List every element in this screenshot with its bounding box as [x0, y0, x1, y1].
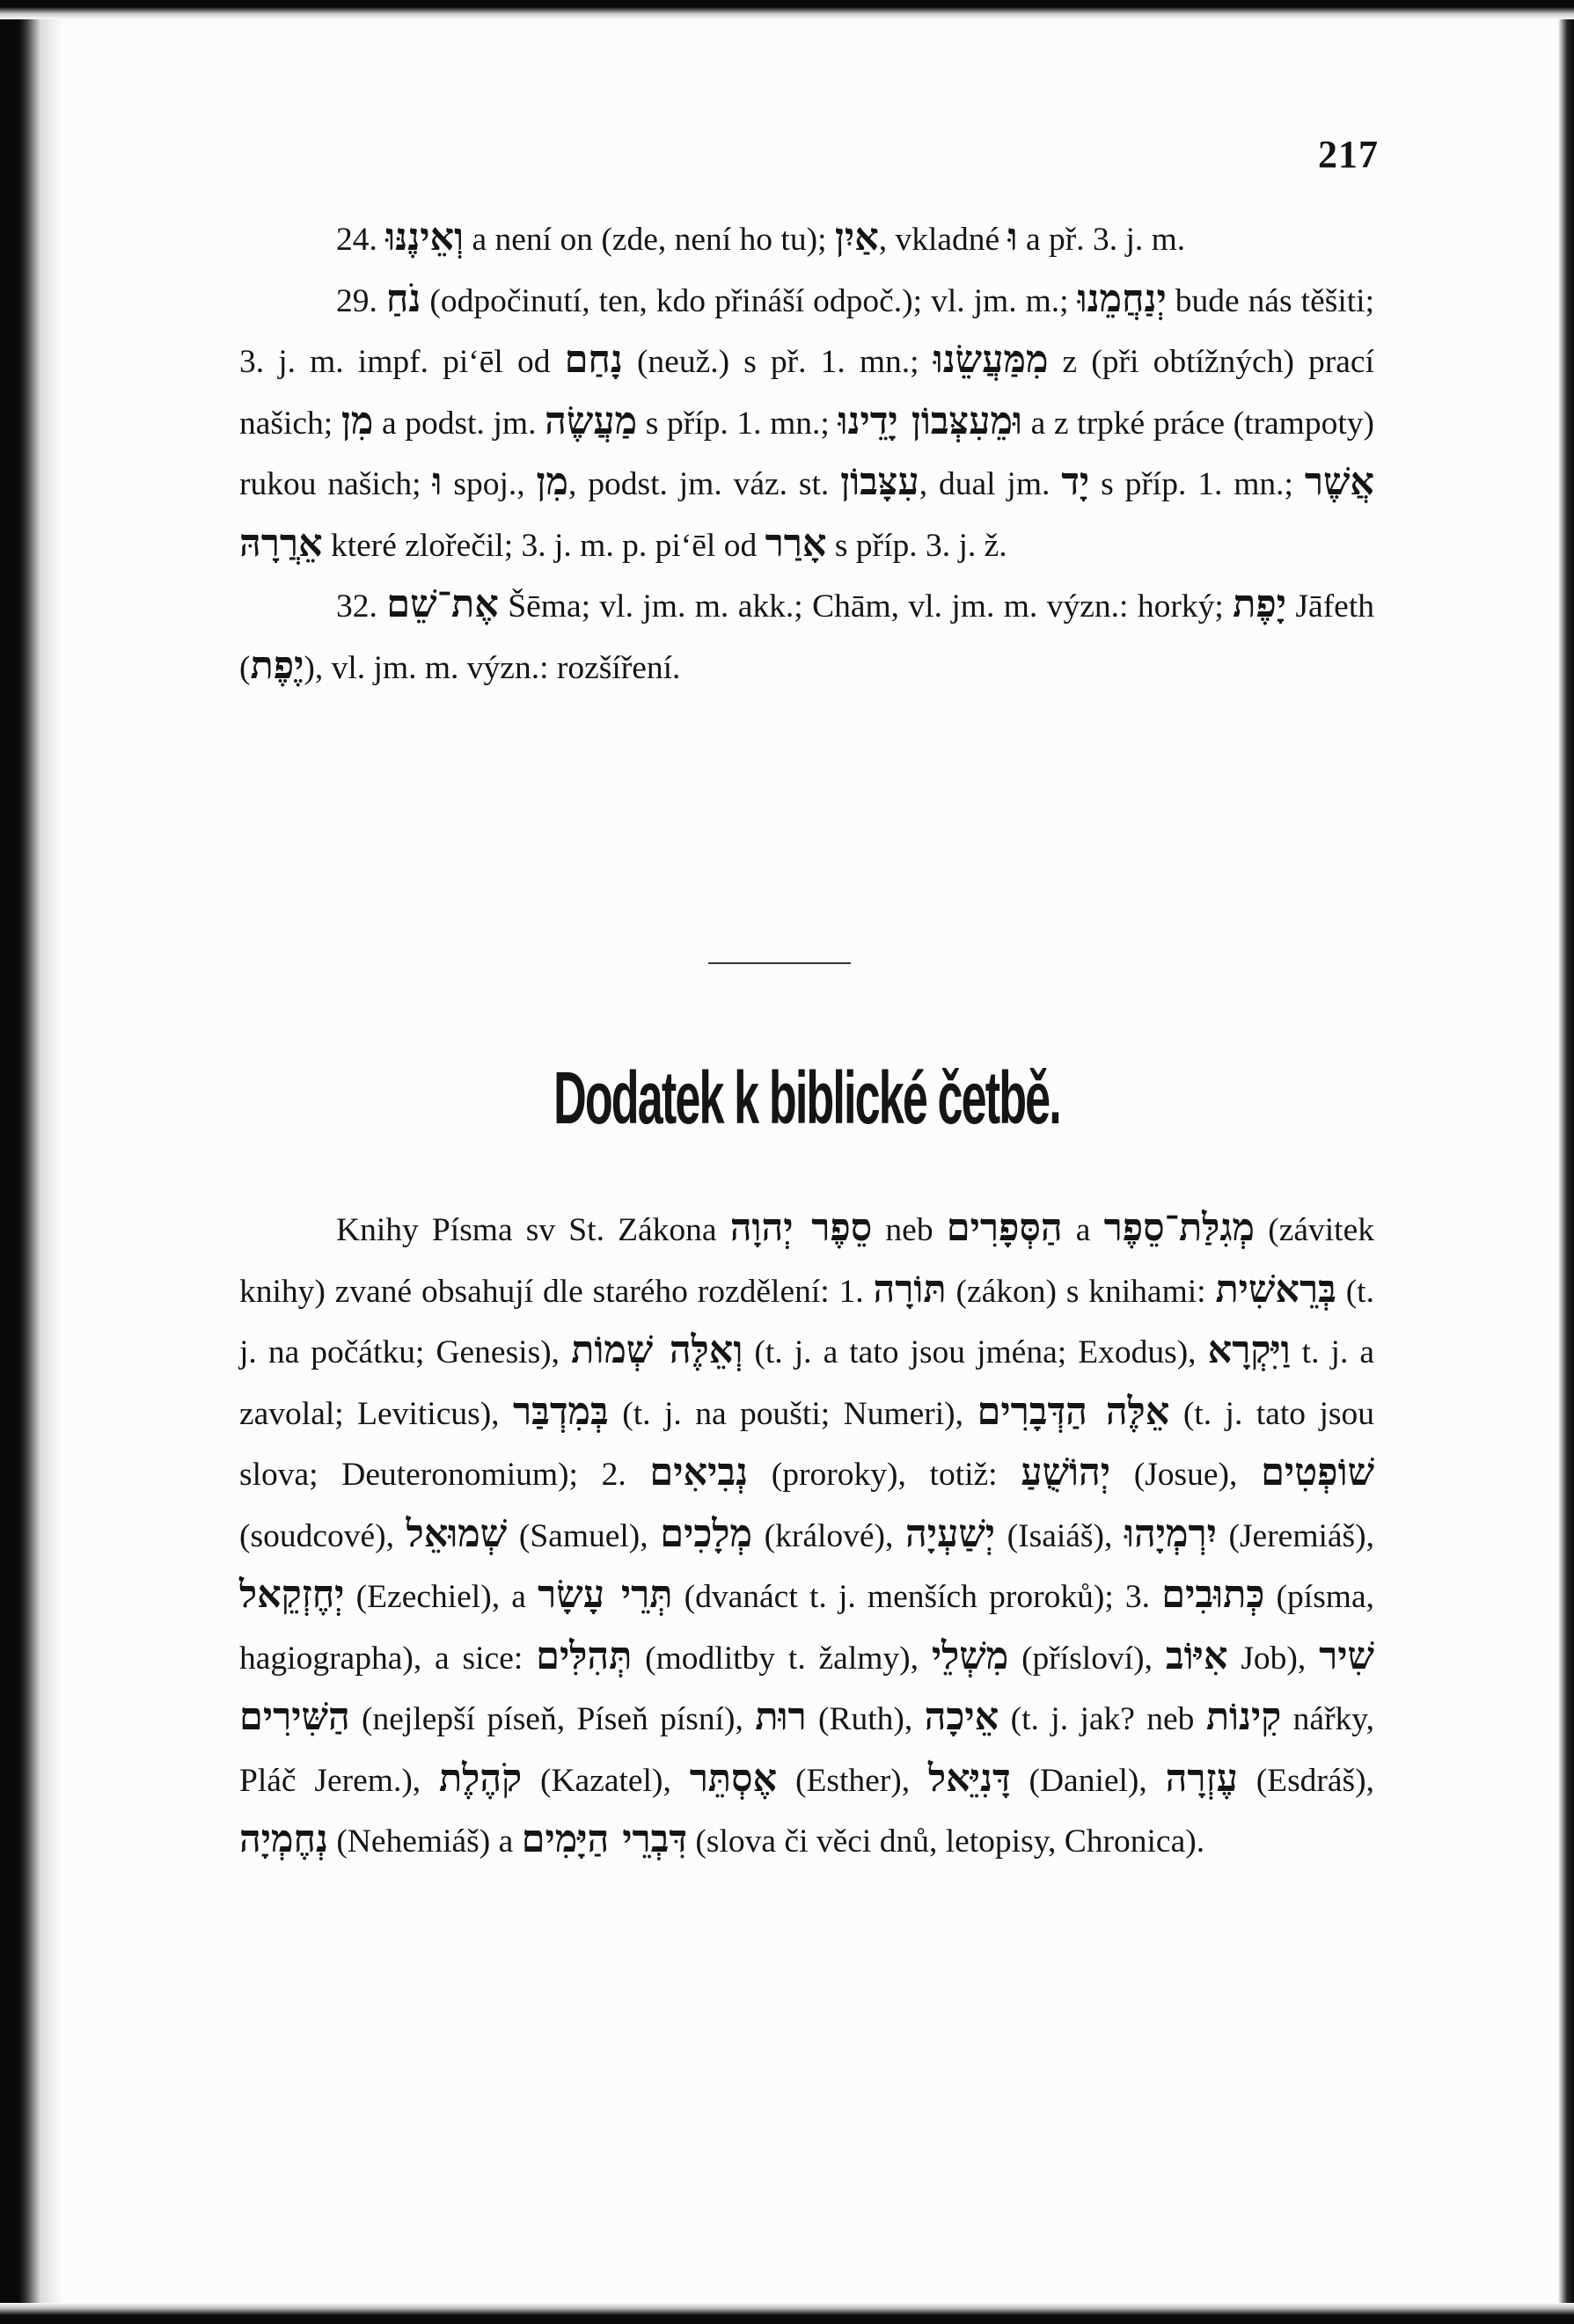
- hebrew-term: נְחֶמְיָה: [239, 1817, 328, 1861]
- text-run: 32.: [336, 588, 387, 625]
- text-run: (t. j. a tato jsou jména; Exodus),: [743, 1334, 1208, 1370]
- text-run: a není on (zde, není ho tu);: [464, 222, 835, 258]
- hebrew-term: וַיִּקְרָא: [1207, 1328, 1291, 1372]
- text-run: (králové),: [752, 1517, 905, 1554]
- section-heading: Dodatek k biblické četbě.: [553, 1056, 1060, 1139]
- text-run: (Ezechiel), a: [344, 1579, 538, 1615]
- text-run: a př. 3. j. m.: [1017, 222, 1186, 258]
- hebrew-term: יָפֶת: [1233, 582, 1287, 626]
- text-run: (písma, hagiographa), a sice:: [239, 1579, 1374, 1677]
- hebrew-term: אֲשֶׁר אֵרֲרָהּ: [239, 460, 1375, 566]
- scan-top-edge: [0, 0, 1574, 19]
- text-run: (dvanáct t. j. menších proroků); 3.: [672, 1579, 1162, 1615]
- hebrew-term: בְּרֵאשִׁית: [1215, 1267, 1336, 1312]
- text-run: a: [1062, 1212, 1104, 1248]
- text-run: z (při obtížných) prací našich;: [239, 344, 1374, 442]
- text-run: (Daniel),: [1010, 1762, 1166, 1799]
- hebrew-term: אָרַר: [765, 521, 827, 566]
- text-run: (Jeremiáš),: [1216, 1517, 1375, 1554]
- text-run: , dual jm.: [919, 466, 1062, 502]
- text-run: Šēma; vl. jm. m. akk.; Chām, vl. jm. m. význ.: horký;: [498, 588, 1234, 625]
- scan-right-edge: [1558, 0, 1574, 2324]
- hebrew-term: אֶת־שֵׁם: [386, 582, 499, 626]
- hebrew-term: יְשַׁעְיָה: [904, 1511, 996, 1556]
- page-number: 217: [1318, 133, 1379, 176]
- hebrew-term: בְּמִדְבַּר: [513, 1389, 609, 1434]
- hebrew-term: תְּהִלִּים: [536, 1633, 633, 1678]
- text-run: neb: [872, 1212, 947, 1248]
- text-run: Knihy Písma sv St. Zákona: [336, 1212, 730, 1248]
- text-run: (modlitby t. žalmy),: [632, 1640, 932, 1677]
- text-run: nářky, Pláč Jerem.),: [239, 1701, 1375, 1799]
- text-run: a z trpké práce (trampoty) rukou našich;: [239, 405, 1374, 502]
- text-run: (Nehemiáš) a: [327, 1823, 522, 1860]
- text-run: s příp. 1. mn.;: [1089, 466, 1305, 502]
- text-run: (Kazatel),: [522, 1762, 690, 1799]
- hebrew-term: וְאֵינֶנּוּ: [385, 216, 465, 259]
- books-paragraph: [239, 1199, 1374, 1872]
- scan-left-edge: [0, 0, 62, 2324]
- hebrew-term: קִינוֹת: [1205, 1695, 1282, 1739]
- text-run: s příp. 1. mn.;: [637, 405, 838, 442]
- hebrew-term: אִיּוֹב: [1165, 1633, 1228, 1678]
- hebrew-term: שׁוֹפְטִים: [1261, 1451, 1375, 1495]
- scan-bottom-edge: [0, 2303, 1574, 2324]
- hebrew-term: הַסְּפָרִים: [946, 1206, 1063, 1250]
- text-run: (Samuel),: [507, 1517, 661, 1554]
- text-run: (slova či věci dnů, letopisy, Chronica).: [687, 1823, 1205, 1860]
- hebrew-term: סֵפֶר יְהוָה: [729, 1206, 873, 1250]
- text-run: (neuž.) s př. 1. mn.;: [622, 344, 933, 380]
- text-run: t. j. a zavolal; Leviticus),: [239, 1334, 1375, 1432]
- hebrew-term: דָּנִיֵּאל: [927, 1756, 1011, 1801]
- hebrew-term: דִּבְרֵי הַיָּמִים: [521, 1817, 688, 1861]
- hebrew-term: שִׁיר הַשִּׁירִים: [239, 1633, 1374, 1739]
- hebrew-term: וּ: [1007, 216, 1018, 259]
- hebrew-term: מִן: [340, 398, 374, 443]
- hebrew-term: מִן: [536, 460, 568, 504]
- text-run: (Josue),: [1110, 1457, 1262, 1493]
- text-run: 24.: [336, 222, 386, 258]
- text-run: (závitek knihy) zvané obsahují dle starého rozdělení: 1.: [239, 1212, 1374, 1310]
- text-run: (Isaiáš),: [995, 1517, 1124, 1554]
- hebrew-term: שְׁמוּאֵל: [406, 1511, 508, 1556]
- hebrew-term: נֹחַ: [385, 276, 421, 321]
- hebrew-term: מְלָכִים: [660, 1511, 752, 1556]
- hebrew-term: יְהוֹשֻׁעַ: [1021, 1451, 1111, 1495]
- text-run: (t. j. na poušti; Numeri),: [608, 1395, 977, 1432]
- text-run: (Esdráš),: [1237, 1762, 1375, 1799]
- text-run: a podst. jm.: [373, 405, 545, 442]
- hebrew-term: כְּתוּבִים: [1161, 1573, 1265, 1617]
- text-run: Job),: [1227, 1640, 1320, 1677]
- text-run: (t. j. na počátku; Genesis),: [239, 1273, 1374, 1370]
- text-run: s příp. 3. j. ž.: [826, 527, 1007, 564]
- hebrew-term: נָחַם: [564, 338, 623, 382]
- text-run: (odpočinutí, ten, kdo přináší odpoč.); vl. jm. m.;: [421, 282, 1078, 319]
- hebrew-term: אֵיכָה: [924, 1695, 999, 1739]
- text-run: (Esther),: [777, 1762, 928, 1799]
- hebrew-term: נְבִיאִים: [649, 1451, 749, 1495]
- hebrew-term: מַעֲשֶׂה: [545, 398, 638, 443]
- hebrew-term: יְחֶזְקֵאל: [239, 1573, 345, 1617]
- section-body: [239, 1199, 1374, 1872]
- text-run: (t. j. jak? neb: [999, 1701, 1206, 1737]
- text-run: (soudcové),: [239, 1517, 406, 1554]
- text-run: bude nás těšiti; 3. j. m. impf. piʻēl od: [239, 282, 1374, 380]
- text-run: (nejlepší píseň, Píseň písní),: [349, 1701, 756, 1737]
- hebrew-term: קֹהֶלֶת: [439, 1756, 523, 1801]
- hebrew-term: תּוֹרָה: [873, 1267, 947, 1312]
- hebrew-term: עֶזְרָה: [1165, 1756, 1238, 1801]
- text-run: které zlořečil; 3. j. m. p. piʻēl od: [322, 527, 765, 564]
- text-run: , podst. jm. váz. st.: [567, 466, 841, 502]
- note-32: [239, 575, 1374, 698]
- text-run: , vkladné: [878, 222, 1008, 258]
- text-run: (proroky), totiž:: [748, 1457, 1021, 1493]
- hebrew-term: יָד: [1061, 460, 1090, 504]
- text-run: (Ruth),: [806, 1701, 925, 1737]
- note-24: [239, 208, 1374, 270]
- note-29: [239, 270, 1374, 576]
- text-run: (přísloví),: [1008, 1640, 1166, 1677]
- hebrew-term: אֶסְתֵּר: [689, 1756, 778, 1801]
- hebrew-term: מְגִלַּת־סֵפֶר: [1103, 1206, 1256, 1250]
- hebrew-term: וּמֵעִצְּבוֹן יָדֵינוּ: [838, 398, 1022, 443]
- hebrew-term: וּ: [432, 460, 443, 504]
- text-run: ), vl. jm. m. význ.: rozšíření.: [304, 649, 681, 686]
- hebrew-term: יְנַחֲמֵנוּ: [1077, 276, 1167, 321]
- text-run: (t. j. tato jsou slova; Deuteronomium); 2.: [239, 1395, 1374, 1493]
- section-divider: [708, 962, 851, 964]
- notes-block: [239, 208, 1374, 698]
- hebrew-term: תְּרֵי עָשָׂר: [538, 1573, 673, 1617]
- hebrew-term: אֵלֶּה הַדְּבָרִים: [977, 1389, 1170, 1434]
- text-run: 29.: [336, 282, 386, 319]
- hebrew-term: אַיִן: [834, 216, 879, 259]
- hebrew-term: וְאֵלֶּה שְׁמוֹת: [571, 1328, 743, 1372]
- text-run: (zákon) s knihami:: [946, 1273, 1216, 1310]
- hebrew-term: מִשְׁלֵי: [931, 1633, 1009, 1678]
- hebrew-term: עִצָּבוֹן: [840, 460, 919, 504]
- text-run: spoj.,: [442, 466, 537, 502]
- hebrew-term: יִרְמְיָהוּ: [1124, 1511, 1217, 1556]
- hebrew-term: יֶפֶת: [250, 643, 304, 688]
- hebrew-term: מִמַּעֲשֵׂנוּ: [933, 338, 1049, 382]
- text-run: Jāfeth (: [239, 588, 1374, 686]
- hebrew-term: רוּת: [755, 1695, 807, 1739]
